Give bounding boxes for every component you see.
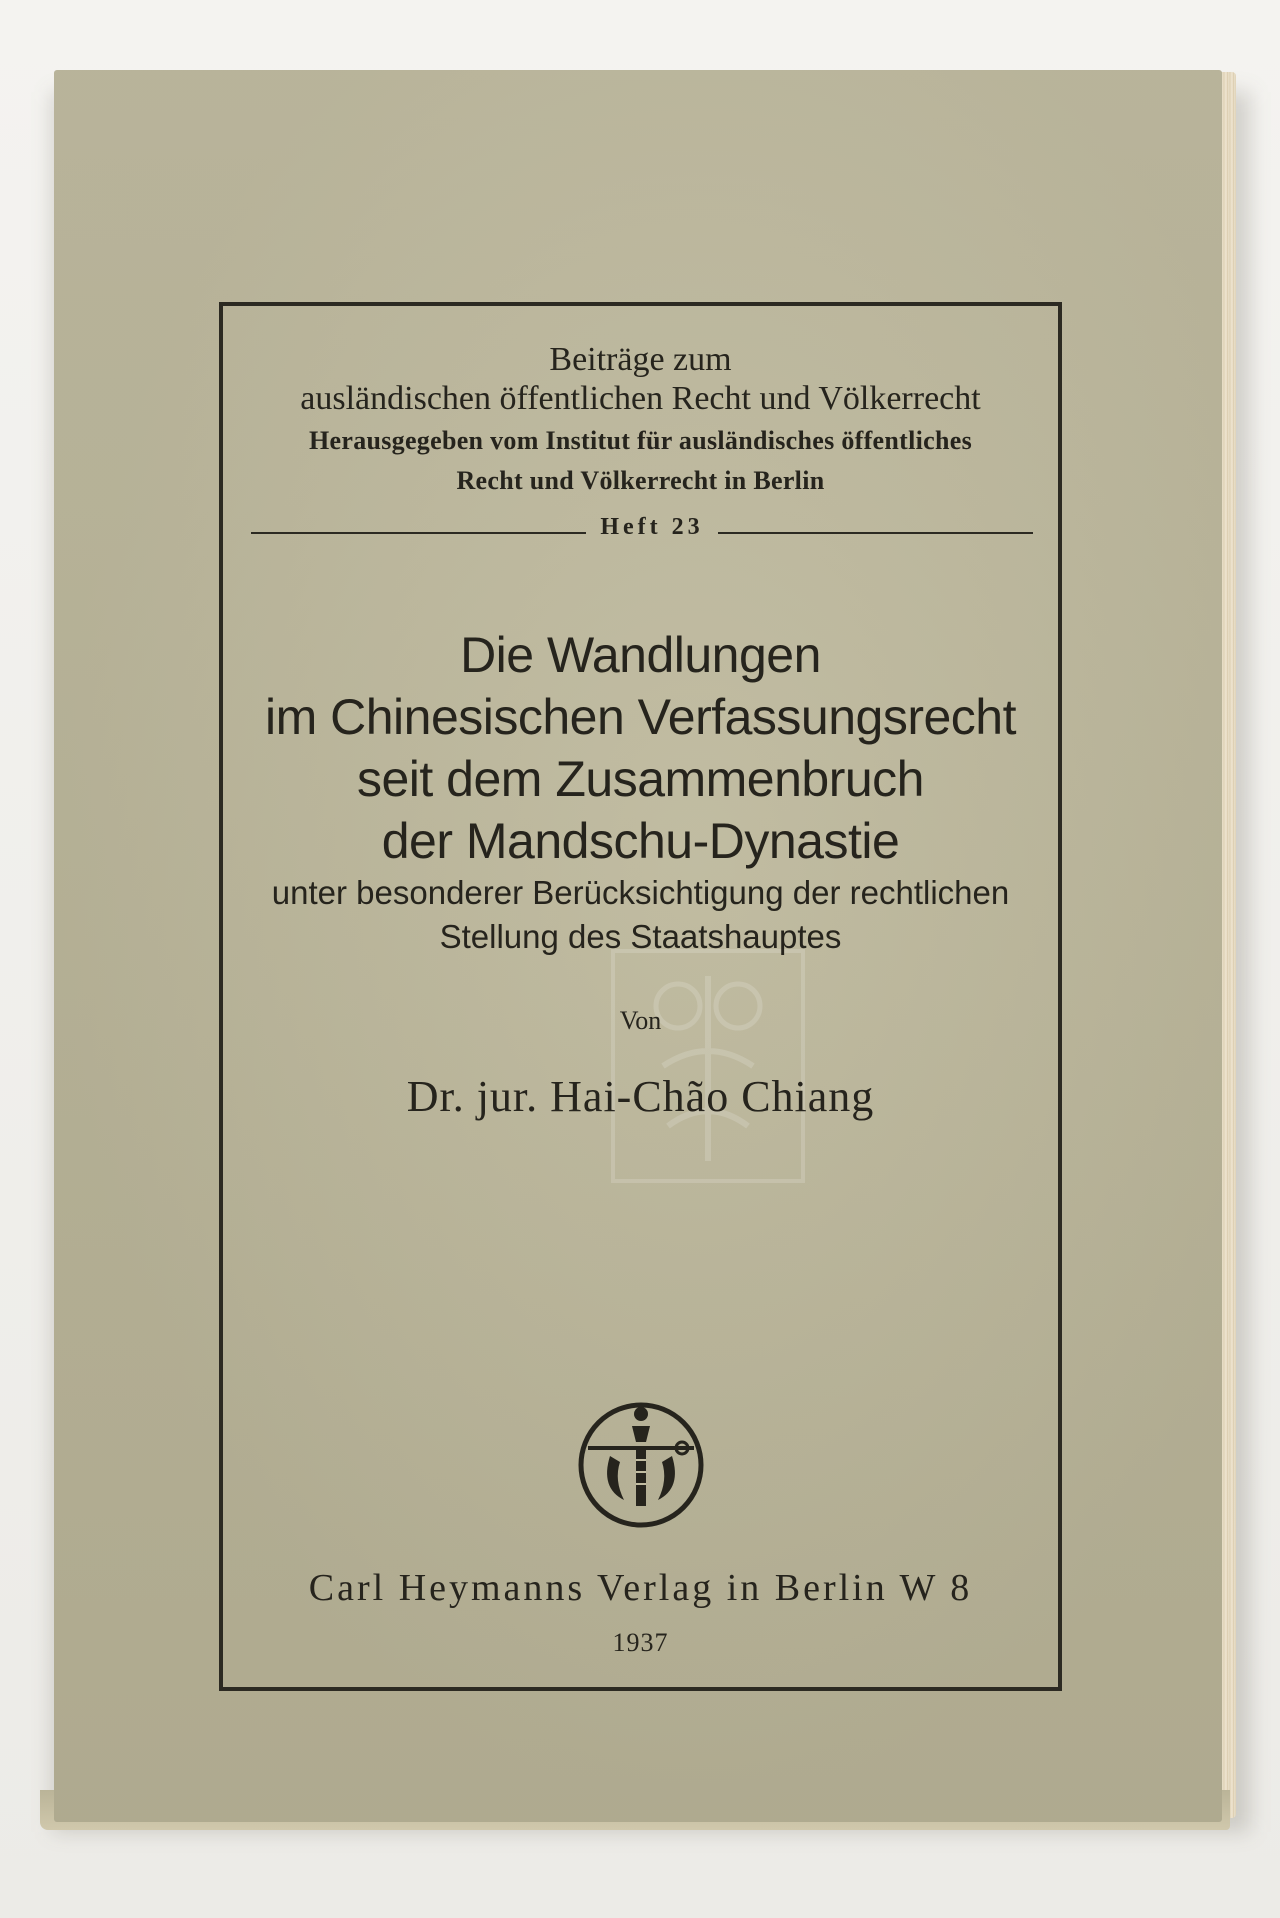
publication-year: 1937 xyxy=(612,1628,669,1657)
book-cover xyxy=(54,70,1222,1822)
editor-line-1: Herausgegeben vom Institut für ausländisches öffentliches xyxy=(308,426,973,455)
divider-left xyxy=(251,532,586,534)
cover-frame xyxy=(219,302,1062,1691)
by-label: Von xyxy=(619,1006,662,1035)
series-title-line-1: Beiträge zum xyxy=(549,341,732,378)
book-title-line-4: der Mandschu-Dynastie xyxy=(381,813,900,869)
series-title-line-2: ausländischen öffentlichen Recht und Völkerrecht xyxy=(300,380,981,417)
book-title-line-2: im Chinesischen Verfassungsrecht xyxy=(264,689,1017,745)
divider-right xyxy=(718,532,1033,534)
author-name: Dr. jur. Hai-Chão Chiang xyxy=(406,1072,875,1121)
library-stamp-watermark xyxy=(608,946,808,1186)
book-title-line-3: seit dem Zusammenbruch xyxy=(356,751,924,807)
subtitle-line-1: unter besonderer Berücksichtigung der rechtlichen xyxy=(271,874,1010,911)
book-title-line-1: Die Wandlungen xyxy=(460,627,821,683)
publisher-emblem-icon xyxy=(574,1396,708,1530)
subtitle-line-2: Stellung des Staatshauptes xyxy=(439,918,842,955)
editor-line-2: Recht und Völkerrecht in Berlin xyxy=(456,466,825,495)
publisher-name: Carl Heymanns Verlag in Berlin W 8 xyxy=(308,1567,973,1609)
issue-number: Heft 23 xyxy=(600,514,704,540)
